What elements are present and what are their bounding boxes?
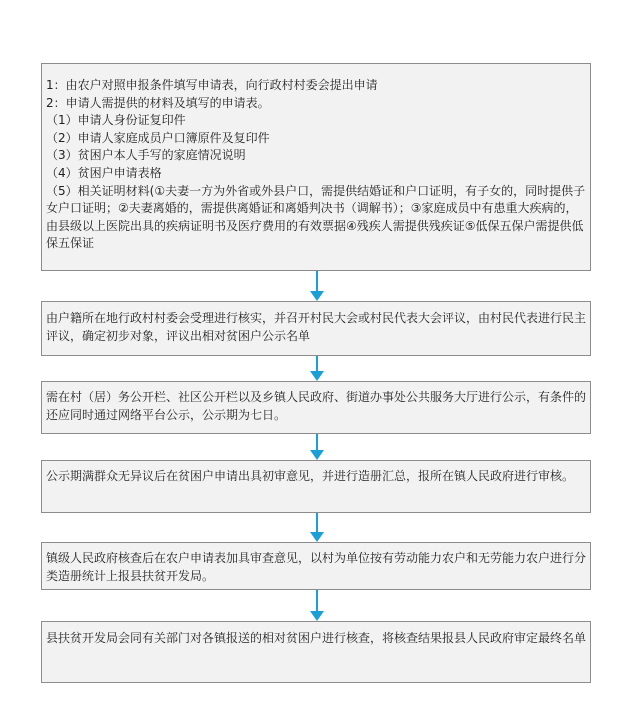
step-3-text: 需在村（居）务公开栏、社区公开栏以及乡镇人民政府、街道办事处公共服务大厅进行公示，有条件的还应同时通过网络平台公示，公示期为七日。 bbox=[46, 390, 587, 422]
step-6-box bbox=[41, 621, 591, 683]
arrow-down-icon bbox=[309, 434, 325, 460]
step-5-text: 镇级人民政府核查后在农户申请表加具审查意见，以村为单位按有劳动能力农户和无劳能力农户进行分类造册统计上报县扶贫开发局。 bbox=[46, 551, 587, 583]
step-1-line-2: 2：申请人需提供的材料及填写的申请表。 bbox=[46, 95, 270, 110]
step-3-box bbox=[41, 381, 591, 434]
step-1-line-7: （5）相关证明材料(①夫妻一方为外省或外县户口，需提供结婚证和户口证明，有子女的，同时提供子女户口证明；②夫妻离婚的，需提供离婚证和离婚判决书（调解书）；③家庭成员中有患重大疾病的，由县级以上医院出具的疾病证明书及医疗费用的有效票据④残疾人需提供残疾证⑤低保五保户需提供低保五保证 bbox=[46, 183, 586, 251]
step-1-line-1: 1：由农户对照申报条件填写申请表，向行政村村委会提出申请 bbox=[46, 78, 378, 92]
step-6-text: 县扶贫开发局会同有关部门对各镇报送的相对贫困户进行核查，将核查结果报县人民政府审定最终名单 bbox=[46, 631, 587, 645]
step-1-line-3: （1）申请人身份证复印件 bbox=[46, 113, 186, 128]
step-4-box bbox=[41, 460, 591, 513]
step-4-text: 公示期满群众无异议后在贫困户申请出具初审意见，并进行造册汇总，报所在镇人民政府进行审核。 bbox=[46, 469, 575, 483]
step-1-line-6: （4）贫困户申请表格 bbox=[46, 165, 162, 180]
arrow-down-icon bbox=[309, 590, 325, 621]
step-2-text: 由户籍所在地行政村村委会受理进行核实，并召开村民大会或村民代表大会评议，由村民代表进行民主评议，确定初步对象，评议出相对贫困户公示名单 bbox=[46, 311, 587, 343]
step-2-box bbox=[41, 301, 591, 356]
step-5-box bbox=[41, 542, 591, 590]
step-1-line-4: （2）申请人家庭成员户口簿原件及复印件 bbox=[46, 130, 270, 145]
step-1-box bbox=[41, 63, 591, 271]
arrow-down-icon bbox=[309, 513, 325, 542]
arrow-down-icon bbox=[309, 356, 325, 381]
step-1-line-5: （3）贫困户本人手写的家庭情况说明 bbox=[46, 148, 246, 163]
arrow-down-icon bbox=[309, 271, 325, 301]
